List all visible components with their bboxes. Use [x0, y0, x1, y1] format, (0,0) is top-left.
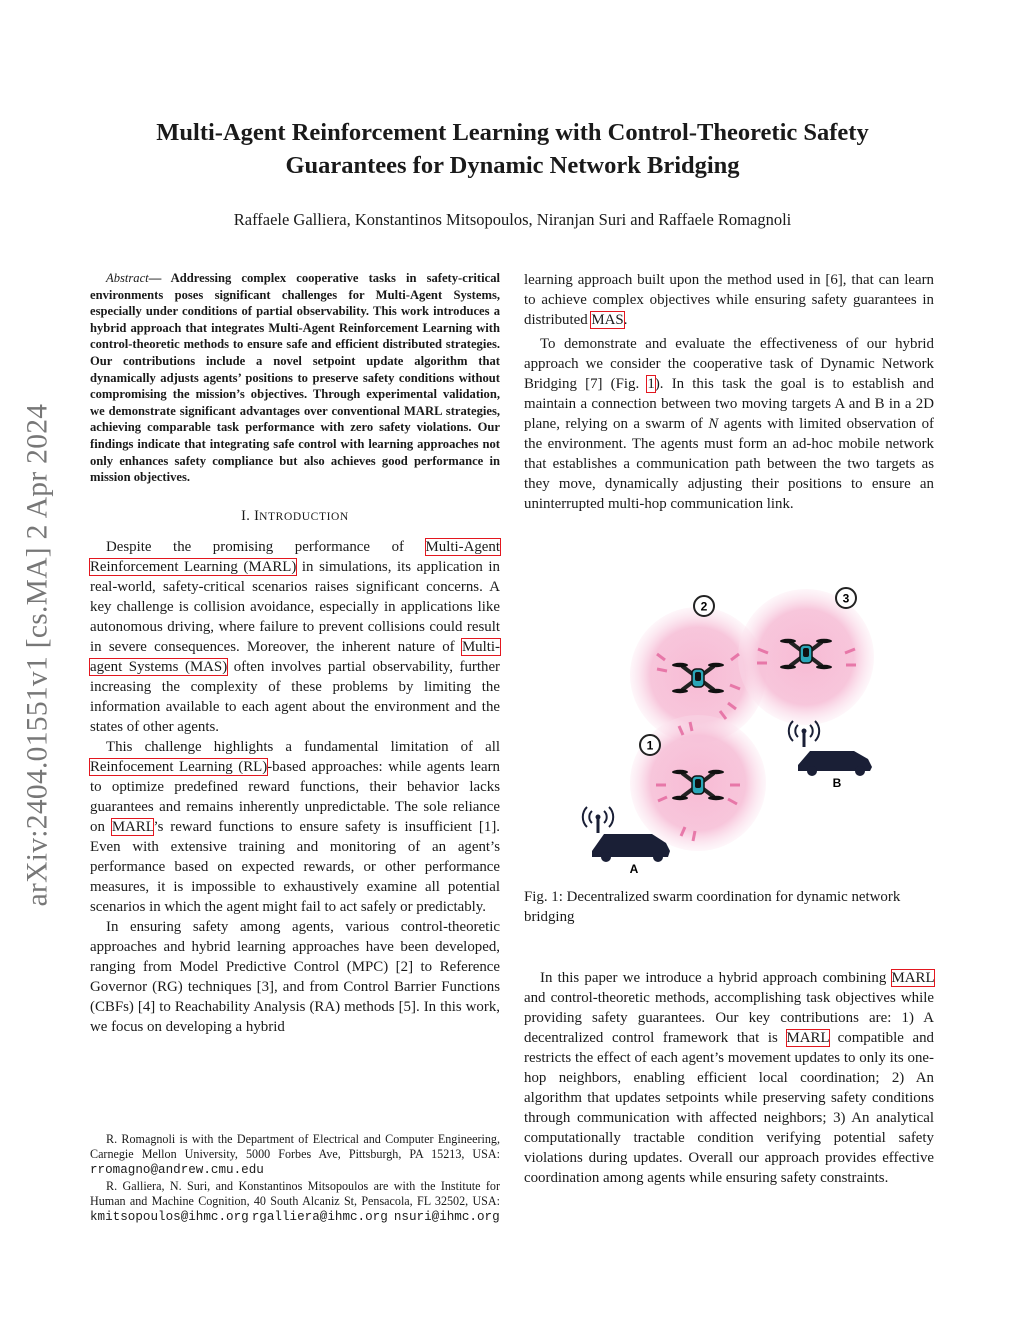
acronym-link-mas[interactable]: Multi-agent Systems (MAS): [90, 638, 500, 675]
abstract-text: Addressing complex cooperative tasks in safety-critical environments poses significant challenges for Multi-Agent Systems, especially under conditions of partial observability. This work introduces a hybrid approach that integrates Multi-Agent Reinforcement Learning with control-theoretic methods to ensure safe and efficient distributed strategies. Our contributions include a novel setpoint update algorithm that dynamically adjusts agents’ positions to preserve safety conditions without compromising the mission’s objectives. Through experimental validation, we demonstrate significant advantages over conventional MARL strategies, achieving comparable task performance with zero safety violations. Our findings indicate that integrating safe control with learning approaches not only enhances safety compliance but also achieves good performance in mission objectives.: [90, 271, 500, 485]
svg-text:3: 3: [842, 591, 850, 606]
svg-text:2: 2: [700, 599, 708, 614]
arxiv-id: arXiv:2404.01551v1 [cs.MA] 2 Apr 2024: [21, 403, 54, 907]
right-column-top: [524, 270, 934, 514]
acronym-link-marl-3[interactable]: MARL: [891, 970, 934, 986]
intro-paragraph-1: Despite the promising performance of Multi-Agent Reinforcement Learning (MARL) in simulations, its application in real-world, safety-critical scenarios raises significant concerns. A key challenge is collision avoidance, especially in applications like autonomous driving, where failure to prevent collisions could result in severe consequences. Moreover, the inherent nature of Multi-agent Systems (MAS) often involves partial observability, further increasing the complexity of these problems by limiting the information available to each agent about the environment and the states of other agents.: [90, 538, 501, 735]
agent-badge-3: [836, 588, 856, 608]
vehicle-target-b: [789, 721, 872, 776]
agent-badge-1: [640, 735, 660, 755]
section-heading-introduction: I. INTRODUCTION: [241, 507, 349, 524]
right-paragraph-1: learning approach built upon the method used in [6], that can learn to achieve complex objectives while ensuring safety guarantees in distributed MAS.: [524, 272, 934, 328]
right-paragraph-3: In this paper we introduce a hybrid approach combining MARL and control-theoretic methods, accomplishing task objectives while providing safety guarantees. Our key contributions are: 1) A decentralized control framework that is MARL compatible and restricts the effect of each agent’s movement updates to only its one-hop neighbors, enabling efficient local coordination; 2) An algorithm that updates setpoints while preserving safety conditions through communication with affected neighbors; 3) An analytical computationally tractable condition verifying potential safety violations during updates. Overall our approach provides effective coordination among agents while ensuring safety constraints.: [524, 970, 934, 1186]
acronym-link-marl[interactable]: Multi-Agent Reinforcement Learning (MARL): [90, 538, 500, 575]
abstract: Abstract— Addressing complex cooperative tasks in safety-critical environments poses significant challenges for Multi-Agent Systems, especially under conditions of partial observability. This work introduces a hybrid approach that integrates Multi-Agent Reinforcement Learning with control-theoretic methods to ensure safe and efficient distributed strategies. Our contributions include a novel setpoint update algorithm that dynamically adjusts agents’ positions to preserve safety conditions without compromising the mission’s objectives. Through experimental validation, we demonstrate significant advantages over conventional MARL strategies, achieving comparable task performance with zero safety violations. Our findings indicate that integrating safe control with learning approaches not only enhances safety compliance but also achieves good performance in mission objectives.: [90, 271, 500, 485]
intro-paragraph-2: This challenge highlights a fundamental limitation of all Reinfocement Learning (RL)-based approaches: while agents learn to optimize predefined reward functions, their behavior lacks guarantees and remains inherently unpredictable. The sole reliance on MARL’s reward functions to ensure safety is insufficient [1]. Even with extensive training and monitoring of an agent’s performance based on expected rewards, or other performance measures, it is impossible to exhaustively examine all potential scenarios in which the agent might fail to act safely or predictably.: [90, 738, 500, 915]
label-target-a: A: [629, 862, 639, 876]
email-suri[interactable]: nsuri@ihmc.org: [393, 1210, 500, 1225]
svg-text:1: 1: [646, 738, 654, 753]
email-galliera[interactable]: rgalliera@ihmc.org: [251, 1210, 388, 1225]
acronym-link-marl-2[interactable]: MARL: [111, 818, 154, 835]
acronym-link-marl-4[interactable]: MARL: [786, 1030, 829, 1046]
agent-badge-2: [694, 596, 714, 616]
right-column-bottom: [524, 968, 934, 1188]
footnote-1: R. Romagnoli is with the Department of Electrical and Computer Engineering, Carnegie Mellon University, 5000 Forbes Ave, Pittsburgh, PA 15213, USA: rromagno@andrew.cmu.edu: [90, 1132, 500, 1178]
swarm-diagram: [570, 575, 890, 885]
footnote-2: R. Galliera, N. Suri, and Konstantinos Mitsopoulos are with the Institute for Human and Machine Cognition, 40 South Alcaniz St, Pensacola, FL 32502, USA: kmitsopoulos@ihmc.org rgalliera@ihmc.org nsuri@ihmc.org: [90, 1178, 500, 1225]
abstract-label: Abstract: [106, 271, 149, 285]
email-romagnoli[interactable]: rromagno@andrew.cmu.edu: [90, 1163, 264, 1178]
label-target-b: B: [832, 776, 842, 790]
intro-paragraph-3: In ensuring safety among agents, various control-theoretic approaches and hybrid learning approaches have been developed, ranging from Model Predictive Control (MPC) [2] to Reference Governor (RG) techniques [3], and from Control Barrier Functions (CBFs) [4] to Reachability Analysis (RA) methods [5]. In this work, we focus on developing a hybrid: [90, 918, 500, 1035]
figure-1: [570, 575, 890, 885]
arxiv-sidebar: [16, 345, 60, 965]
figure-ref-link[interactable]: 1: [647, 376, 655, 392]
acronym-link-mas-2[interactable]: MAS: [591, 312, 624, 328]
author-list: Raffaele Galliera, Konstantinos Mitsopoulos, Niranjan Suri and Raffaele Romagnoli: [233, 210, 792, 229]
acronym-link-rl[interactable]: Reinfocement Learning (RL): [90, 758, 268, 775]
title-line-2: Guarantees for Dynamic Network Bridging: [285, 152, 740, 179]
figure-caption: Fig. 1: Decentralized swarm coordination for dynamic network bridging: [524, 889, 901, 925]
email-mitsopoulos[interactable]: kmitsopoulos@ihmc.org: [90, 1210, 249, 1225]
footnotes: [90, 1132, 500, 1225]
right-paragraph-2: To demonstrate and evaluate the effectiveness of our hybrid approach we consider the cooperative task of Dynamic Network Bridging [7] (Fig. 1). In this task the goal is to establish and maintain a connection between two moving targets A and B in a 2D plane, relying on a swarm of N agents with limited observation of the environment. The agents must form an ad-hoc mobile network that establishes a communication path between the two targets as they move, dynamically adjusting their positions to ensure an uninterrupted multi-hop communication link.: [524, 336, 934, 512]
title-line-1: Multi-Agent Reinforcement Learning with Control-Theoretic Safety: [156, 119, 869, 146]
paper-title: [90, 116, 935, 182]
left-column: [90, 270, 500, 1037]
